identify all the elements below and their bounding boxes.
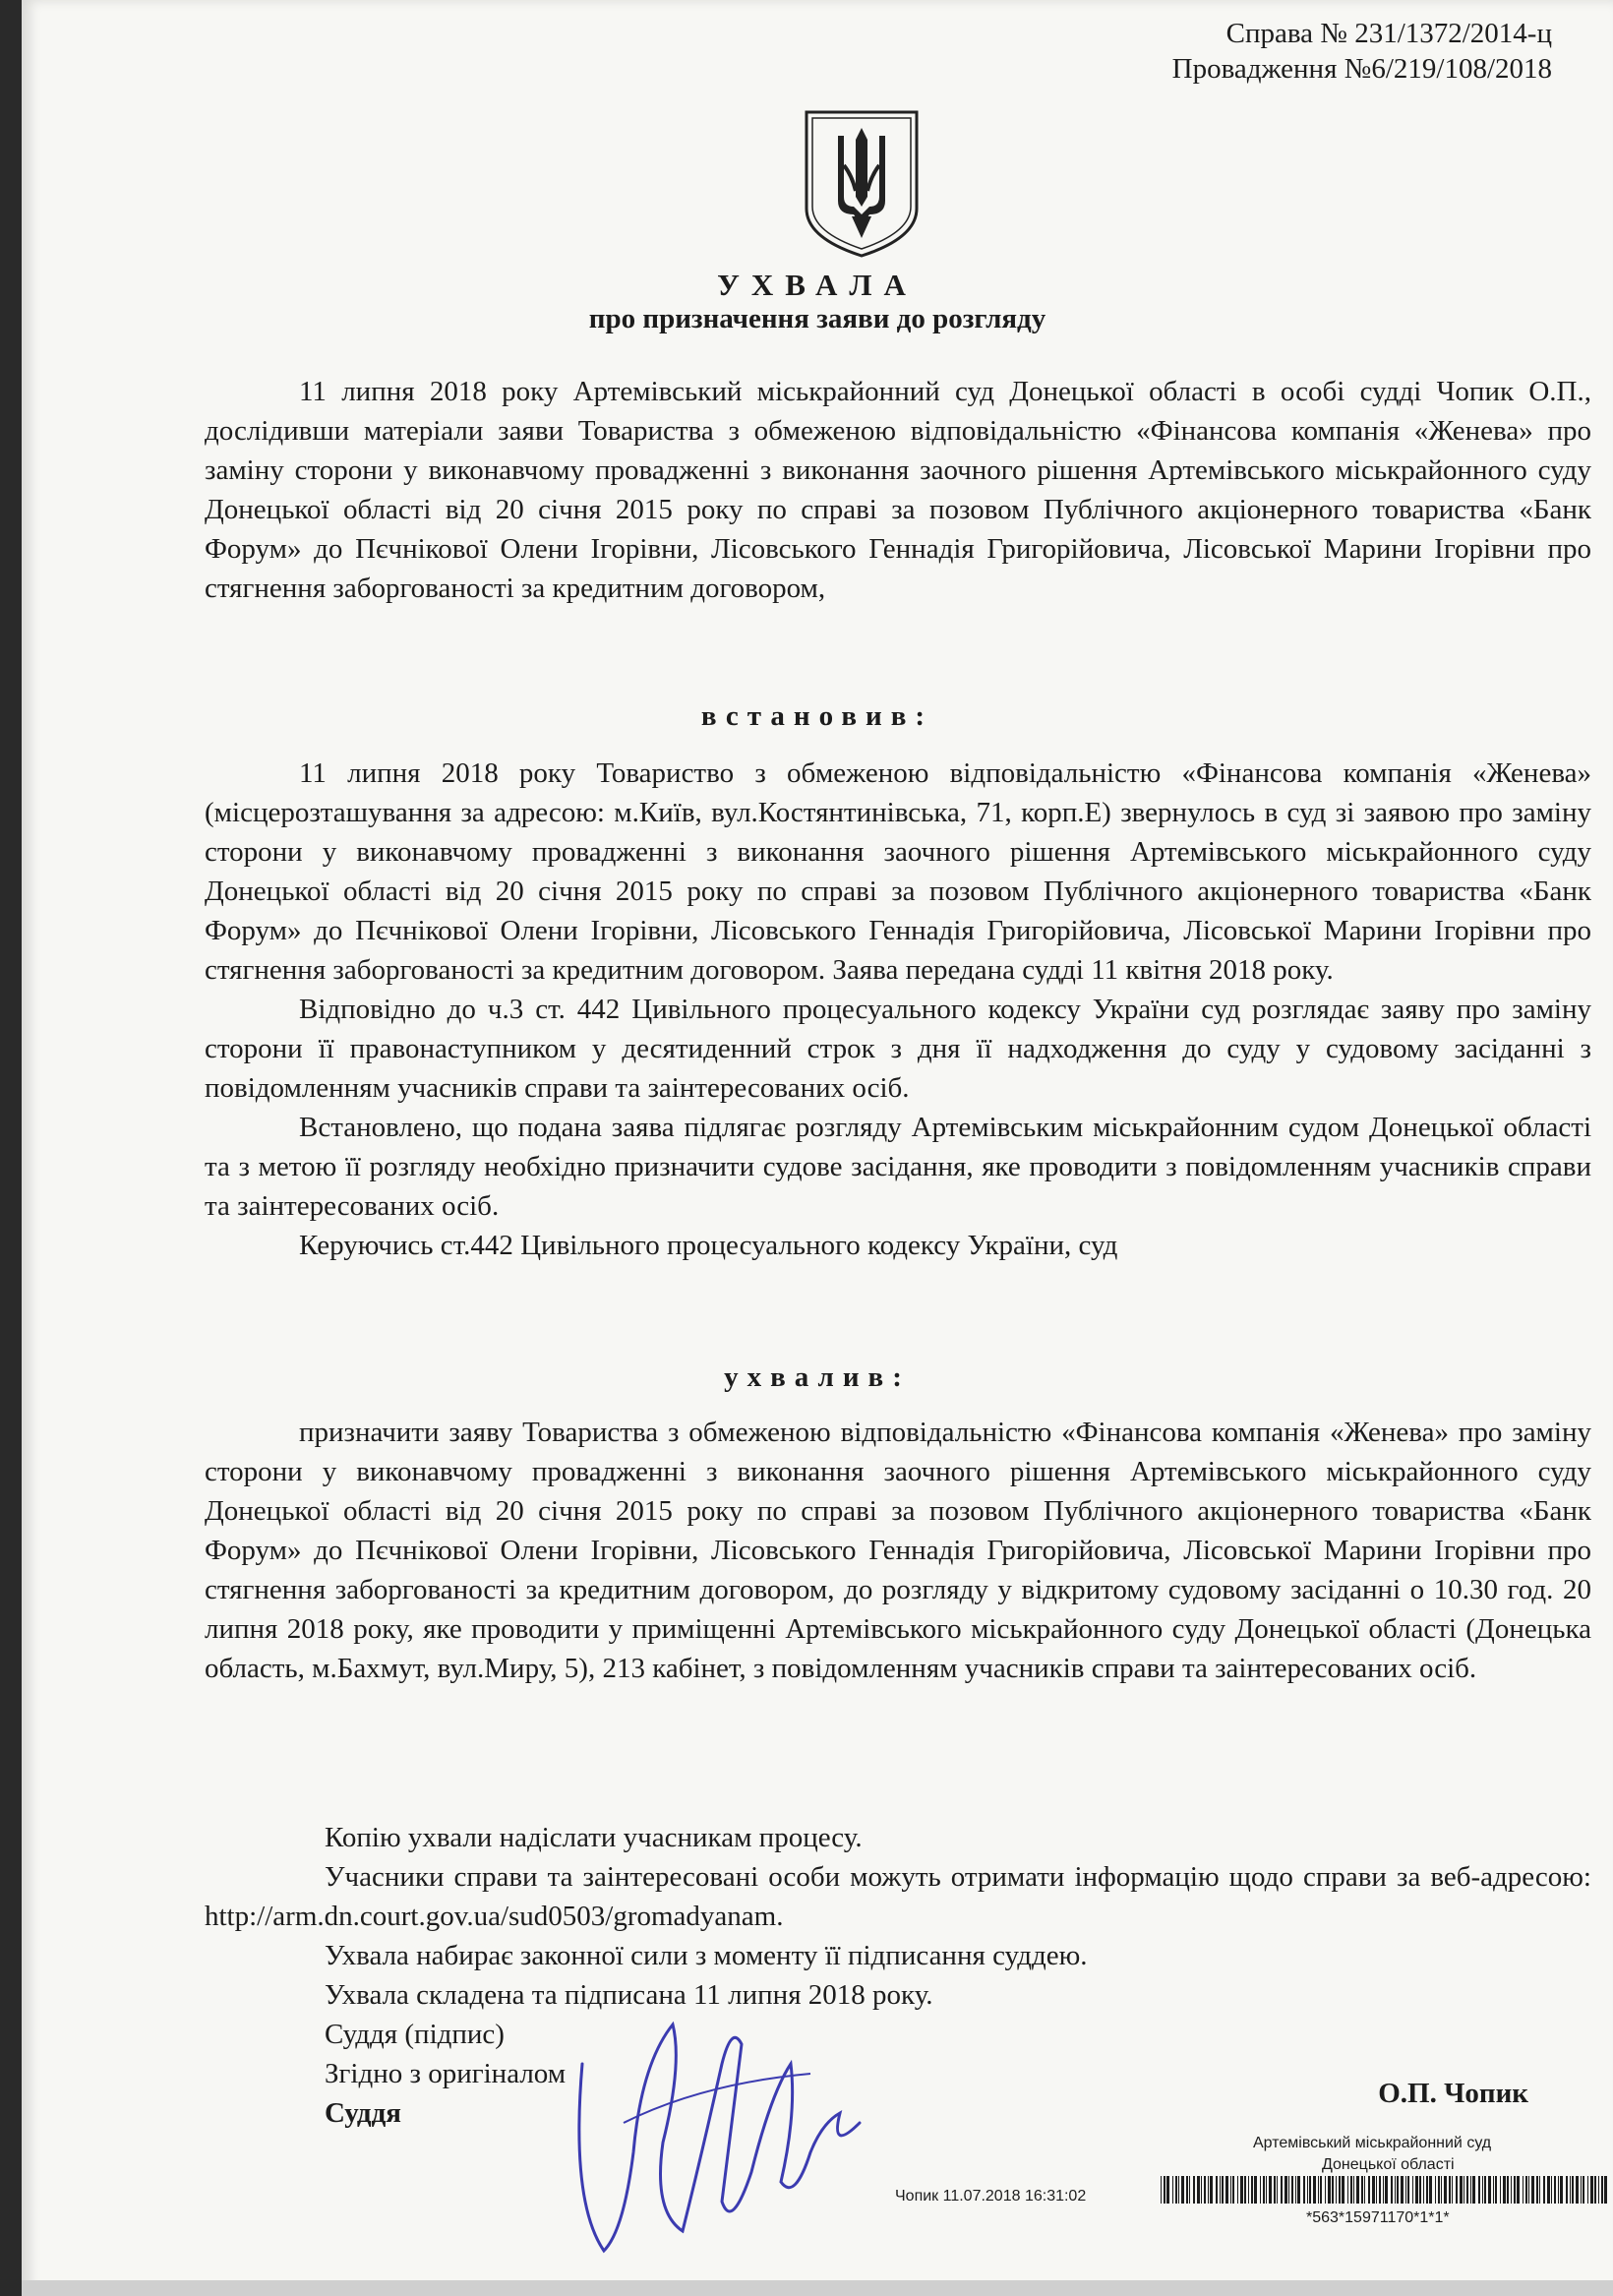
barcode-bar [1269,2176,1272,2204]
barcode-bar [1232,2176,1234,2204]
barcode-bar [1379,2176,1381,2204]
barcode-bar [1572,2176,1574,2204]
barcode-bar [1186,2176,1188,2204]
barcode-bar [1166,2176,1169,2204]
barcode-bar [1456,2176,1458,2204]
barcode-bar [1364,2176,1365,2204]
barcode-bar [1260,2176,1261,2204]
barcode-bar [1237,2176,1238,2204]
handwritten-signature [565,2005,879,2261]
established-block [205,754,1591,1265]
barcode-bar [1488,2176,1491,2204]
barcode-bar [1297,2176,1300,2204]
paper-bottom-edge [22,2280,1613,2296]
barcode-bar [1441,2176,1442,2204]
barcode-bar [1266,2176,1267,2204]
barcode-bar [1514,2176,1516,2204]
stamp-region: Донецької області [1322,2156,1455,2173]
barcode-bar [1452,2176,1453,2204]
document-subtitle: про призначення заяви до розгляду [588,303,1046,334]
established-paragraph-4: Керуючись ст.442 Цивільного процесуального кодексу України, суд [299,1230,1118,1261]
ruling-paragraph: призначити заяву Товариства з обмеженою відповідальністю «Фінансова компанія «Женева» про заміну сторони у виконавчому провадженні з виконання заочного рішення Артемівського міськрайонного суду Донецької області від 20 січня 2015 року по справі за позовом Публічного акціонерного товариства «Банк Форум» до Пєчнікової Олени Ігорівни, Лісовського Геннадія Григорійовича, Лісовської Марини Ігорівни про стягнення заборгованості за кредитним договором, до розгляду у відкритому судовому засіданні о 10.30 год. 20 липня 2018 року, яке проводити у приміщенні Артемівського міськрайонного суду Донецької області (Донецька область, м.Бахмут, вул.Миру, 5), 213 кабінет, з повідомленням учасників справи та заінтересованих осіб. [205,1417,1591,1684]
document-title: УХВАЛА [717,268,918,302]
barcode-bar [1449,2176,1451,2204]
intro-block [205,372,1591,608]
barcode-bar [1405,2176,1406,2204]
closing-judge-signature: Суддя (підпис) [325,2019,505,2050]
section-established-heading: встановив: [700,700,934,732]
barcode-bar [1336,2176,1337,2204]
barcode-bar [1401,2176,1404,2204]
barcode-bar [1208,2176,1209,2204]
barcode-bar [1419,2176,1421,2204]
barcode-bar [1438,2176,1440,2204]
barcode-bar [1407,2176,1409,2204]
barcode-bar [1318,2176,1319,2204]
barcode-bar [1210,2176,1213,2204]
barcode-bar [1164,2176,1165,2204]
barcode-bar [1547,2176,1550,2204]
closing-copy: Копію ухвали надіслати учасникам процесу. [325,1822,863,1853]
barcode-bar [1395,2176,1396,2204]
barcode-bar [1201,2176,1202,2204]
barcode-bar [1383,2176,1384,2204]
judge-name: О.П. Чопик [1378,2078,1528,2109]
barcode-bar [1361,2176,1363,2204]
established-paragraph-2: Відповідно до ч.3 ст. 442 Цивільного процесуального кодексу України суд розглядає заяву про заміну сторони її правонаступником у десятиденний строк з дня її надходження до суду у судовому засіданні з повідомленням учасників справи та заінтересованих осіб. [205,994,1591,1104]
barcode-bar [1328,2176,1331,2204]
barcode-bar [1444,2176,1447,2204]
barcode-bar [1570,2176,1571,2204]
intro-paragraph: 11 липня 2018 року Артемівський міськрайонний суд Донецької області в особі судді Чопик О.П., дослідивши матеріали заяви Товариства з обмеженою відповідальністю «Фінансова компанія «Женева» про заміну сторони у виконавчому провадженні з виконання заочного рішення Артемівського міськрайонного суду Донецької області від 20 січня 2015 року по справі за позовом Публічного акціонерного товариства «Банк Форум» до Пєчнікової Олени Ігорівни, Лісовського Геннадія Григорійовича, Лісовської Марини Ігорівни про стягнення заборгованості за кредитним договором, [205,376,1591,604]
barcode-bar [1412,2176,1413,2204]
barcode-bar [1503,2176,1506,2204]
barcode-bar [1320,2176,1322,2204]
barcode-bar [1277,2176,1278,2204]
barcode-bar [1536,2176,1538,2204]
barcode-bar [1284,2176,1287,2204]
barcode-bar [1204,2176,1206,2204]
barcode-bar [1248,2176,1249,2204]
closing-original: Згідно з оригіналом [325,2058,567,2089]
barcode-bar [1281,2176,1283,2204]
barcode-bar [1193,2176,1195,2204]
barcode-bar [1594,2176,1596,2204]
barcode-bar [1415,2176,1418,2204]
barcode-bar [1303,2176,1305,2204]
barcode [1161,2176,1613,2204]
barcode-bar [1222,2176,1224,2204]
section-ruled-heading: ухвалив: [724,1361,911,1393]
barcode-bar [1175,2176,1177,2204]
barcode-bar [1307,2176,1308,2204]
barcode-bar [1587,2176,1588,2204]
barcode-bar [1313,2176,1316,2204]
barcode-bar [1429,2176,1432,2204]
barcode-bar [1254,2176,1257,2204]
barcode-bar [1240,2176,1243,2204]
closing-signed: Ухвала складена та підписана 11 липня 2018 року. [325,1979,933,2011]
barcode-bar [1507,2176,1509,2204]
established-paragraph-1: 11 липня 2018 року Товариство з обмеженою відповідальністю «Фінансова компанія «Женева» (місцерозташування за адресою: м.Київ, вул.Костянтинівська, 71, корп.Е) звернулось в суд зі заявою про заміну сторони у виконавчому провадженні з виконання заочного рішення Артемівського міськрайонного суду Донецької області від 20 січня 2015 року по справі за позовом Публічного акціонерного товариства «Банк Форум» до Пєчнікової Олени Ігорівни, Лісовського Геннадія Григорійовича, Лісовської Марини Ігорівни про стягнення заборгованості за кредитним договором. Заява передана судді 11 квітня 2018 року. [205,757,1591,986]
barcode-bar [1350,2176,1352,2204]
barcode-bar [1189,2176,1190,2204]
barcode-bar [1472,2176,1475,2204]
barcode-bar [1583,2176,1584,2204]
barcode-bar [1554,2176,1556,2204]
barcode-bar [1517,2176,1520,2204]
barcode-bar [1376,2176,1377,2204]
closing-force: Ухвала набирає законної сили з моменту її підписання суддею. [325,1940,1088,1971]
barcode-bar [1385,2176,1388,2204]
barcode-bar [1230,2176,1231,2204]
barcode-bar [1251,2176,1253,2204]
barcode-bar [1220,2176,1221,2204]
barcode-bar [1528,2176,1529,2204]
barcode-bar [1288,2176,1289,2204]
barcode-bar [1466,2176,1468,2204]
barcode-bar [1291,2176,1293,2204]
barcode-bar [1356,2176,1359,2204]
barcode-bar [1581,2176,1582,2204]
established-paragraph-3: Встановлено, що подана заява підлягає розгляду Артемівським міськрайонним судом Донецької області та з метою її розгляду необхідно призначити судове засідання, яке проводити з повідомленням учасників справи та заінтересованих осіб. [205,1112,1591,1222]
judge-label: Суддя [325,2097,401,2129]
barcode-bar [1368,2176,1370,2204]
barcode-bar [1309,2176,1311,2204]
barcode-bar [1511,2176,1512,2204]
barcode-bar [1325,2176,1326,2204]
barcode-bar [1604,2176,1607,2204]
barcode-bar [1539,2176,1540,2204]
barcode-bar [1601,2176,1603,2204]
barcode-bar [1435,2176,1436,2204]
barcode-bar [1478,2176,1480,2204]
barcode-bar [1531,2176,1534,2204]
barcode-bar [1339,2176,1341,2204]
stamp-court: Артемівський міськрайонний суд [1253,2135,1492,2151]
barcode-bar [1460,2176,1463,2204]
barcode-bar [1543,2176,1545,2204]
proceeding-number: Провадження №6/219/108/2018 [1171,53,1552,85]
barcode-bar [1332,2176,1334,2204]
barcode-bar [1244,2176,1246,2204]
barcode-bar [1263,2176,1265,2204]
barcode-bar [1347,2176,1348,2204]
case-number: Справа № 231/1372/2014-ц [1225,18,1552,49]
barcode-bar [1576,2176,1579,2204]
barcode-bar [1493,2176,1494,2204]
barcode-bar [1426,2176,1428,2204]
barcode-bar [1172,2176,1173,2204]
barcode-bar [1295,2176,1296,2204]
stamp-signed-line: Чопик 11.07.2018 16:31:02 [895,2188,1087,2205]
barcode-bar [1560,2176,1563,2204]
barcode-bar [1598,2176,1599,2204]
barcode-bar [1500,2176,1501,2204]
barcode-bar [1470,2176,1471,2204]
barcode-bar [1590,2176,1593,2204]
coat-of-arms-icon [799,106,925,260]
barcode-bar [1216,2176,1218,2204]
barcode-bar [1482,2176,1483,2204]
barcode-bar [1566,2176,1568,2204]
barcode-bar [1342,2176,1344,2204]
barcode-bar [1551,2176,1552,2204]
barcode-bar [1353,2176,1354,2204]
closing-info: Учасники справи та заінтересовані особи можуть отримати інформацію щодо справи за веб-адресою: http://arm.dn.court.gov.ua/sud0503/gromadyanam. [205,1861,1591,1932]
barcode-bar [1558,2176,1559,2204]
document-page [22,0,1613,2296]
barcode-bar [1274,2176,1276,2204]
barcode-bar [1525,2176,1527,2204]
barcode-bar [1225,2176,1228,2204]
barcode-bar [1397,2176,1399,2204]
barcode-bar [1178,2176,1179,2204]
barcode-bar [1423,2176,1424,2204]
barcode-bar [1372,2176,1375,2204]
barcode-bar [1161,2176,1162,2204]
ruling-block [205,1413,1591,1688]
barcode-bar [1391,2176,1393,2204]
barcode-bar [1197,2176,1200,2204]
barcode-bar [1484,2176,1486,2204]
stamp-code: *563*15971170*1*1* [1306,2209,1450,2226]
barcode-bar [1181,2176,1184,2204]
barcode-bar [1495,2176,1497,2204]
